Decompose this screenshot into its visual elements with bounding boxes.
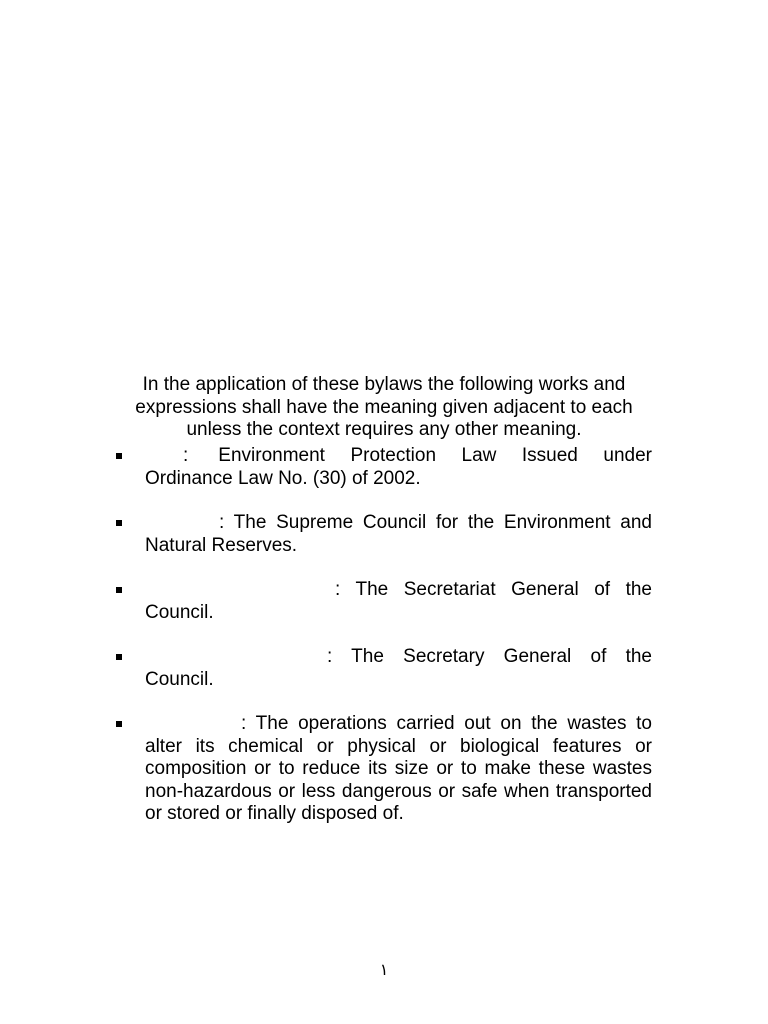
definition-item-council [116,512,652,557]
definition-item-treatment [116,713,652,826]
definitions-list [116,445,652,848]
definition-item-secretary-general [116,646,652,691]
definition-text: The Secretariat General of the Council. [145,579,653,623]
definition-text: The Supreme Council for the Environment and Natural Reserves. [145,512,652,556]
definition-text: Environment Protection Law Issued under Ordinance Law No. (30) of 2002. [145,445,652,489]
bullet-icon [116,520,122,526]
bullet-icon [116,721,122,727]
definition-separator: : [327,646,333,667]
definition-item-law [116,445,652,490]
definition-text: The operations carried out on the wastes to alter its chemical or physical or biological features or composition or to reduce its size or to make these wastes non-hazardous or less dangerous or safe when transported or stored or finally disposed of. [145,713,653,824]
bullet-icon [116,587,122,593]
definition-text: The Secretary General of the Council. [145,646,652,690]
definition-item-secretariat [116,579,652,624]
definition-separator: : [335,579,341,600]
definition-separator: : [219,512,225,533]
page-number: ١ [379,960,389,979]
bullet-icon [116,654,122,660]
definition-separator: : [183,445,189,466]
definition-separator: : [241,713,247,734]
bullet-icon [116,453,122,459]
intro-paragraph: In the application of these bylaws the following works and expressions shall have the meaning given adjacent to each unless the context requires any other meaning. [135,374,633,440]
